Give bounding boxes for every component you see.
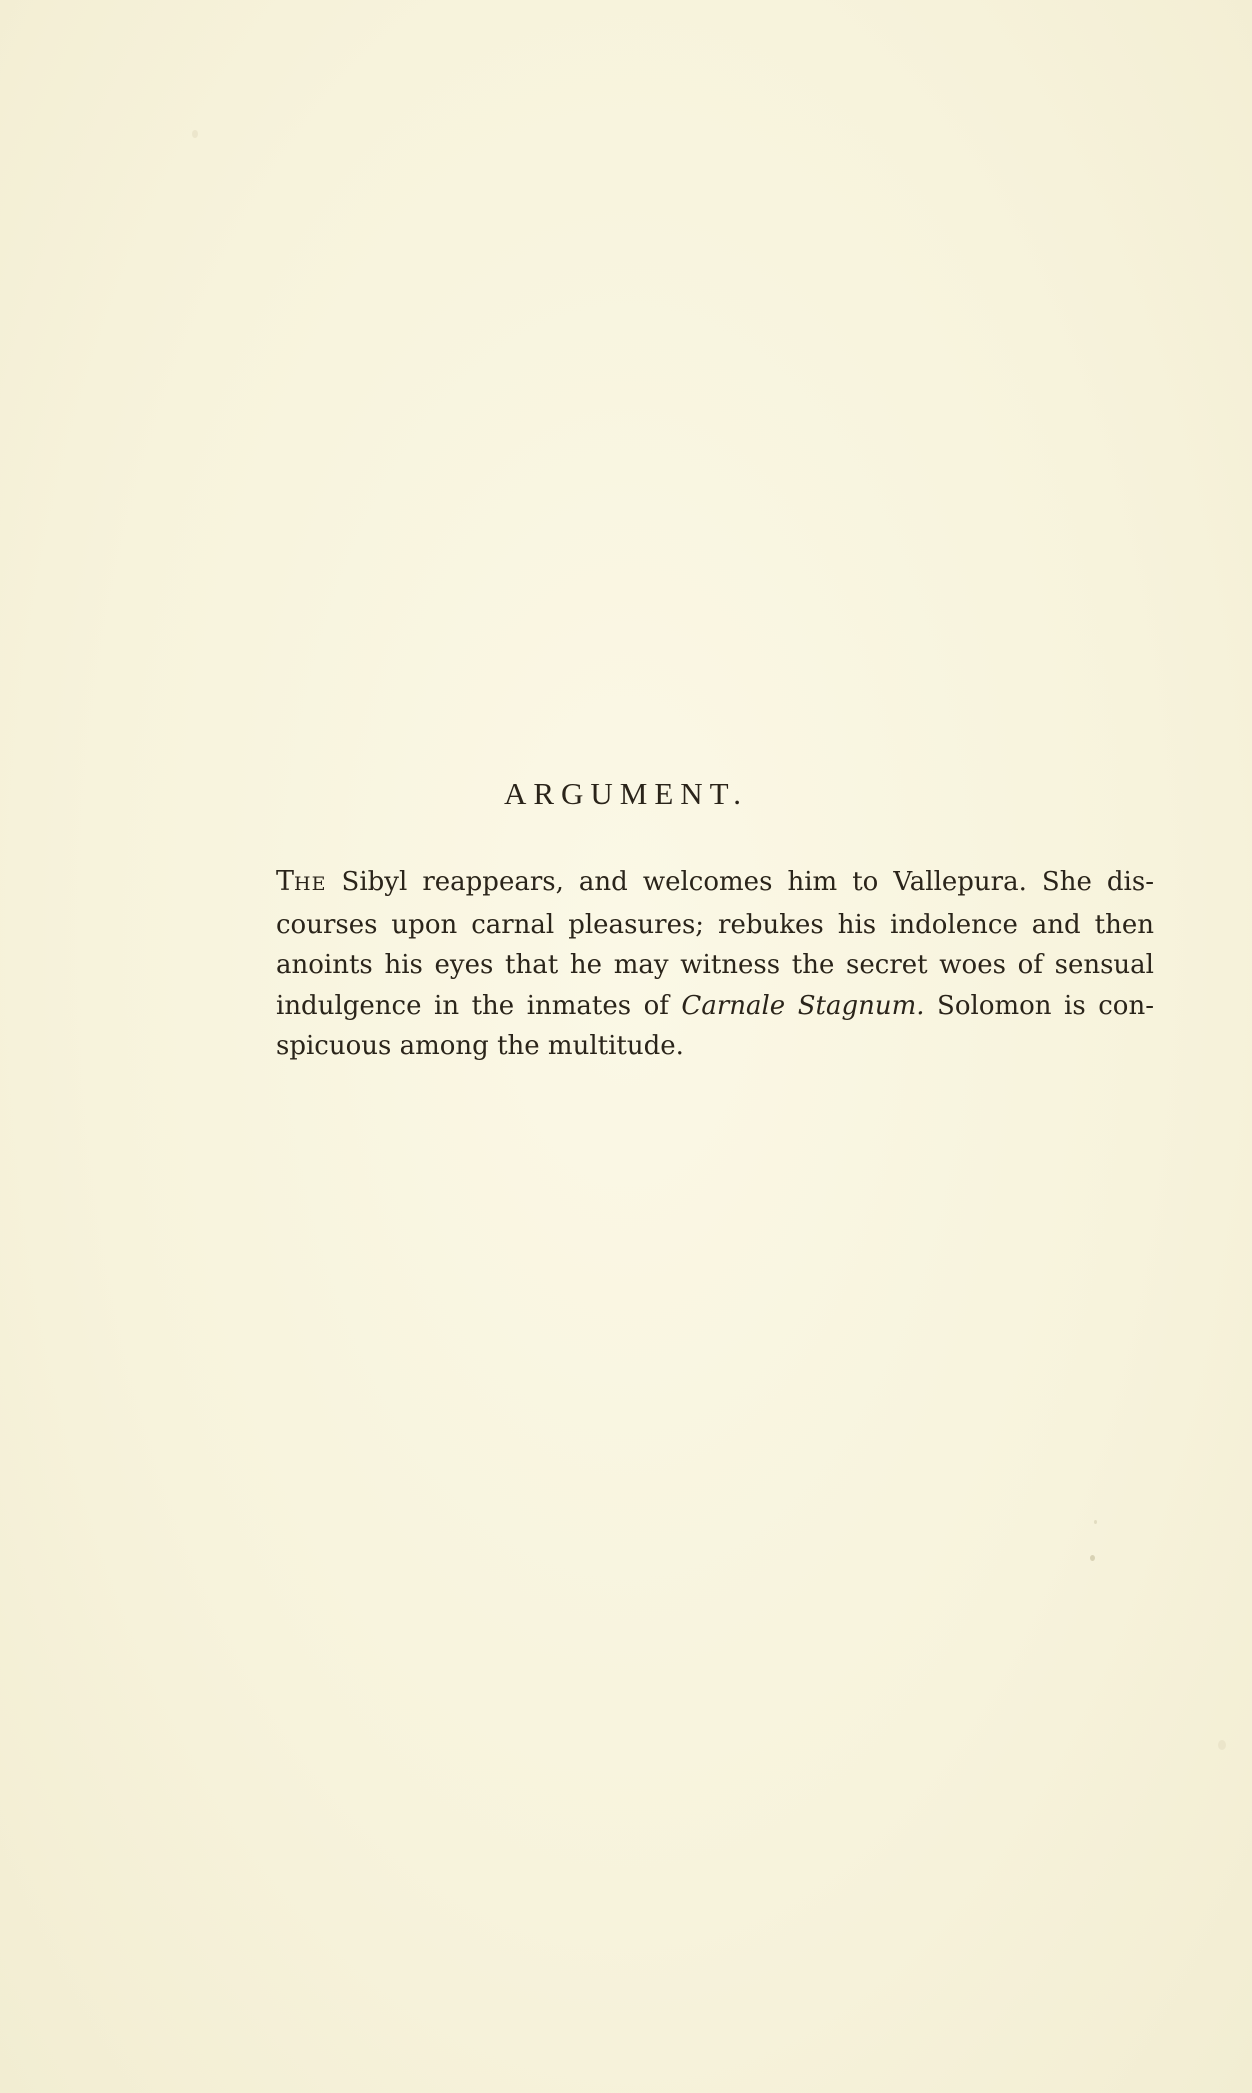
paper-speck bbox=[1218, 1740, 1226, 1750]
argument-paragraph bbox=[276, 862, 1154, 1067]
argument-heading: ARGUMENT. bbox=[503, 776, 749, 811]
argument-text-part1: Sibyl reappears, and welcomes him to Vallepura. She discourses upon carnal pleasures; rebukes his indolence and then anoints his eyes that he may witness the secret woes of sensual indulgence in the inmates of bbox=[276, 867, 1154, 1021]
paper-speck bbox=[1094, 1520, 1097, 1524]
paper-speck bbox=[1090, 1555, 1095, 1561]
small-caps-opening bbox=[276, 866, 326, 897]
small-caps-rest: HE bbox=[294, 873, 327, 895]
argument-italic-latin: Carnale Stagnum. bbox=[681, 990, 925, 1021]
small-caps-initial: T bbox=[276, 866, 295, 897]
argument-text-part2: Solomon is conspicuous among the multitude. bbox=[276, 990, 1154, 1061]
paper-speck bbox=[192, 130, 198, 138]
